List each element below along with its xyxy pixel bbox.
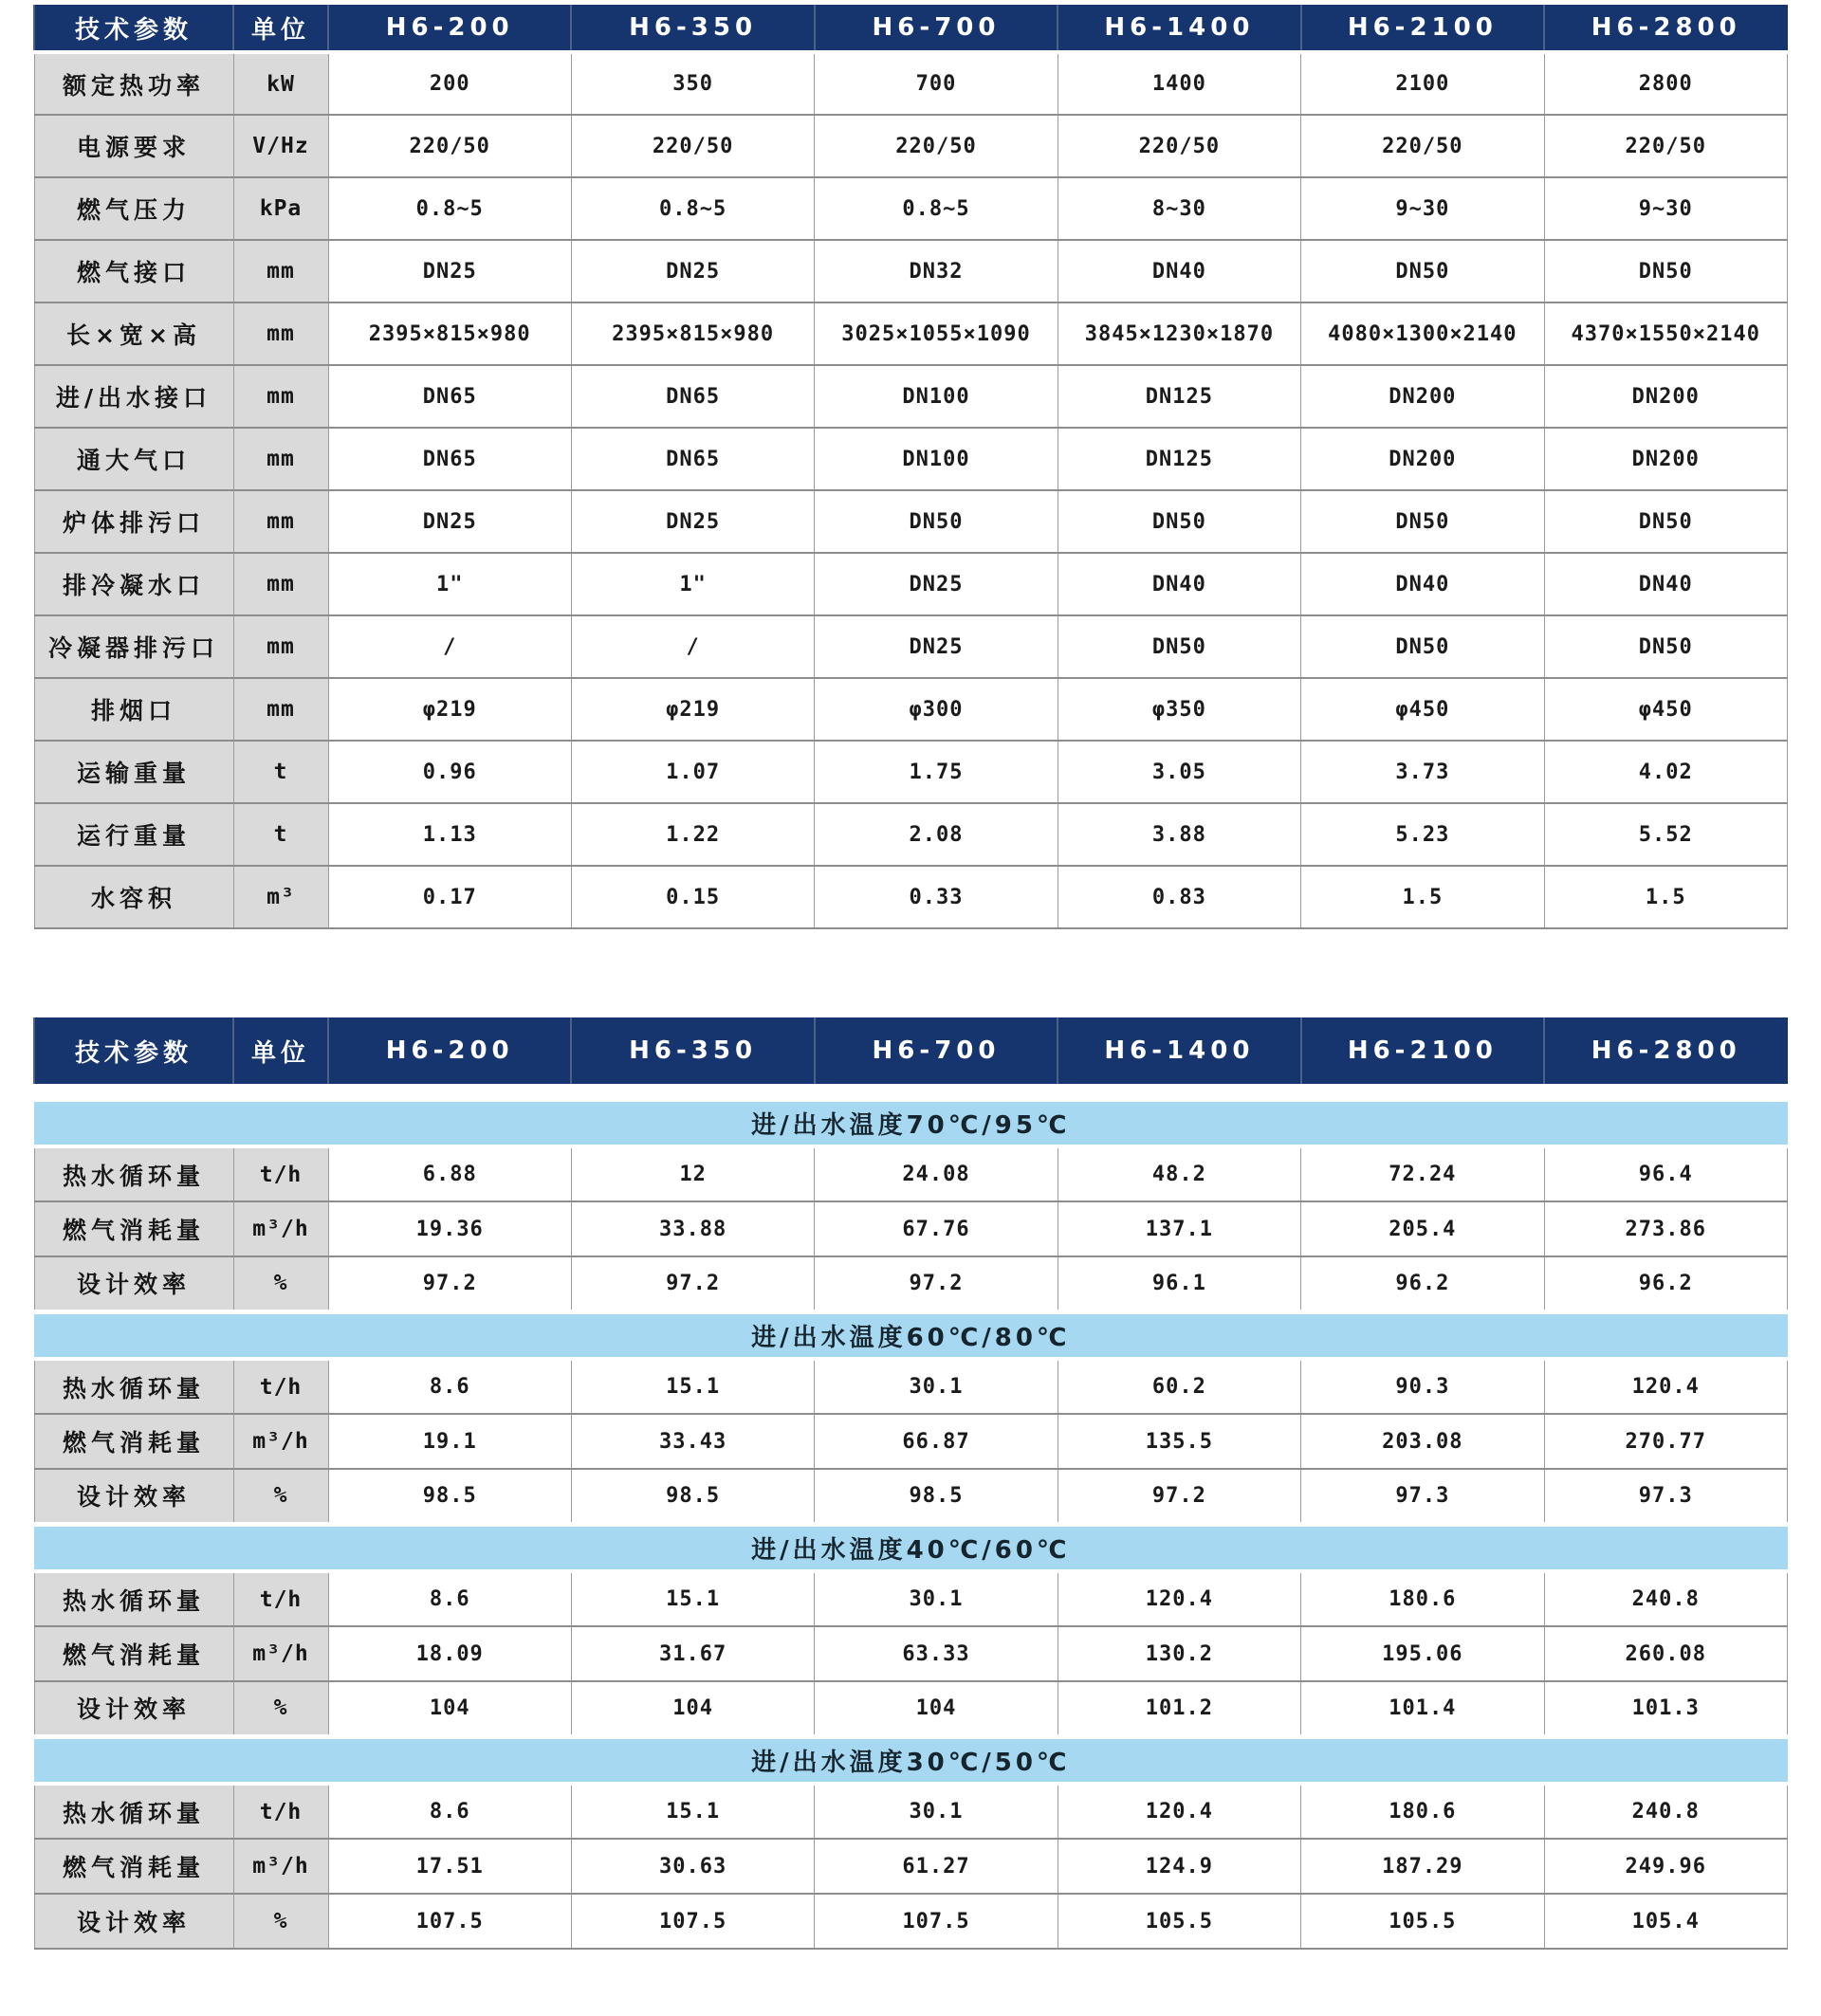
value-cell: φ450 <box>1301 678 1544 741</box>
value-cell: 350 <box>571 52 814 115</box>
row-unit: mm <box>233 615 328 678</box>
value-cell: DN50 <box>1301 490 1544 553</box>
value-cell: 135.5 <box>1058 1414 1300 1469</box>
temperature-section <box>34 1311 1788 1524</box>
value-cell: 1.13 <box>328 803 571 866</box>
row-unit: m³/h <box>233 1839 328 1894</box>
value-cell: DN50 <box>815 490 1058 553</box>
value-cell: DN25 <box>815 615 1058 678</box>
row-unit: t/h <box>233 1359 328 1414</box>
value-cell: 98.5 <box>571 1469 814 1524</box>
value-cell: 0.8~5 <box>328 177 571 240</box>
row-unit: kPa <box>233 177 328 240</box>
value-cell: 205.4 <box>1301 1201 1544 1256</box>
value-cell: 97.2 <box>328 1256 571 1311</box>
value-cell: 30.1 <box>815 1571 1058 1626</box>
value-cell: 4080×1300×2140 <box>1301 302 1544 365</box>
row-label: 运输重量 <box>34 741 233 803</box>
value-cell: DN50 <box>1058 490 1300 553</box>
value-cell: DN25 <box>571 240 814 302</box>
row-label: 电源要求 <box>34 115 233 177</box>
value-cell: 9~30 <box>1544 177 1787 240</box>
value-cell: 249.96 <box>1544 1839 1787 1894</box>
spec-row <box>34 428 1788 490</box>
row-unit: mm <box>233 678 328 741</box>
value-cell: 101.4 <box>1301 1681 1544 1736</box>
value-cell: 240.8 <box>1544 1571 1787 1626</box>
value-cell: 67.76 <box>815 1201 1058 1256</box>
value-cell: 101.3 <box>1544 1681 1787 1736</box>
column-header: H6-350 <box>571 5 814 52</box>
value-cell: 72.24 <box>1301 1146 1544 1201</box>
spec-row <box>34 365 1788 428</box>
value-cell: DN50 <box>1544 615 1787 678</box>
value-cell: 220/50 <box>328 115 571 177</box>
value-cell: 96.2 <box>1544 1256 1787 1311</box>
value-cell: 104 <box>815 1681 1058 1736</box>
value-cell: 15.1 <box>571 1784 814 1839</box>
value-cell: 120.4 <box>1058 1571 1300 1626</box>
value-cell: DN65 <box>328 365 571 428</box>
column-header: H6-200 <box>328 5 571 52</box>
perf-row <box>34 1414 1788 1469</box>
band-row <box>34 1099 1788 1146</box>
value-cell: DN200 <box>1301 428 1544 490</box>
value-cell: DN40 <box>1058 240 1300 302</box>
value-cell: 270.77 <box>1544 1414 1787 1469</box>
value-cell: 96.1 <box>1058 1256 1300 1311</box>
row-label: 热水循环量 <box>34 1146 233 1201</box>
row-unit: V/Hz <box>233 115 328 177</box>
value-cell: 220/50 <box>1544 115 1787 177</box>
value-cell: 195.06 <box>1301 1626 1544 1681</box>
value-cell: φ219 <box>328 678 571 741</box>
spec-row <box>34 741 1788 803</box>
value-cell: 4370×1550×2140 <box>1544 302 1787 365</box>
row-unit: mm <box>233 428 328 490</box>
value-cell: 30.1 <box>815 1784 1058 1839</box>
value-cell: 4.02 <box>1544 741 1787 803</box>
value-cell: 8.6 <box>328 1359 571 1414</box>
table1-header-row <box>34 5 1788 52</box>
perf-row <box>34 1469 1788 1524</box>
value-cell: / <box>328 615 571 678</box>
row-label: 运行重量 <box>34 803 233 866</box>
value-cell: 97.3 <box>1544 1469 1787 1524</box>
row-label: 进/出水接口 <box>34 365 233 428</box>
temperature-section <box>34 1099 1788 1311</box>
row-unit: % <box>233 1469 328 1524</box>
value-cell: 31.67 <box>571 1626 814 1681</box>
value-cell: 180.6 <box>1301 1571 1544 1626</box>
value-cell: 2395×815×980 <box>328 302 571 365</box>
value-cell: DN50 <box>1058 615 1300 678</box>
header-spacer <box>34 1086 1788 1099</box>
column-header: 技术参数 <box>34 1017 233 1086</box>
value-cell: DN40 <box>1301 553 1544 615</box>
perf-row <box>34 1784 1788 1839</box>
row-unit: t/h <box>233 1146 328 1201</box>
value-cell: DN40 <box>1058 553 1300 615</box>
value-cell: 1" <box>328 553 571 615</box>
value-cell: 120.4 <box>1058 1784 1300 1839</box>
column-header: H6-2800 <box>1544 5 1787 52</box>
value-cell: 0.15 <box>571 866 814 928</box>
spec-row <box>34 490 1788 553</box>
value-cell: 1.5 <box>1301 866 1544 928</box>
column-header: H6-1400 <box>1058 1017 1300 1086</box>
value-cell: DN50 <box>1544 490 1787 553</box>
row-unit: t <box>233 803 328 866</box>
value-cell: 3.73 <box>1301 741 1544 803</box>
band-row <box>34 1524 1788 1571</box>
row-unit: mm <box>233 365 328 428</box>
value-cell: 260.08 <box>1544 1626 1787 1681</box>
row-label: 水容积 <box>34 866 233 928</box>
row-unit: mm <box>233 302 328 365</box>
band-row <box>34 1311 1788 1359</box>
spec-row <box>34 803 1788 866</box>
spacer-cell <box>34 1086 1788 1099</box>
value-cell: 97.2 <box>1058 1469 1300 1524</box>
temperature-band: 进/出水温度70℃/95℃ <box>34 1099 1788 1146</box>
value-cell: 1.5 <box>1544 866 1787 928</box>
spec-row <box>34 553 1788 615</box>
temperature-band: 进/出水温度30℃/50℃ <box>34 1736 1788 1784</box>
value-cell: DN40 <box>1544 553 1787 615</box>
value-cell: DN125 <box>1058 428 1300 490</box>
row-label: 炉体排污口 <box>34 490 233 553</box>
value-cell: 105.4 <box>1544 1894 1787 1949</box>
value-cell: 2.08 <box>815 803 1058 866</box>
value-cell: DN65 <box>571 365 814 428</box>
row-unit: m³/h <box>233 1414 328 1469</box>
value-cell: 97.2 <box>571 1256 814 1311</box>
value-cell: 30.1 <box>815 1359 1058 1414</box>
value-cell: 98.5 <box>815 1469 1058 1524</box>
value-cell: 63.33 <box>815 1626 1058 1681</box>
value-cell: 98.5 <box>328 1469 571 1524</box>
temperature-band: 进/出水温度60℃/80℃ <box>34 1311 1788 1359</box>
value-cell: DN200 <box>1544 365 1787 428</box>
spec-row <box>34 302 1788 365</box>
row-label: 冷凝器排污口 <box>34 615 233 678</box>
spec-row <box>34 615 1788 678</box>
perf-row <box>34 1626 1788 1681</box>
value-cell: 124.9 <box>1058 1839 1300 1894</box>
column-header: H6-350 <box>571 1017 814 1086</box>
row-label: 排冷凝水口 <box>34 553 233 615</box>
perf-row <box>34 1681 1788 1736</box>
value-cell: 19.36 <box>328 1201 571 1256</box>
value-cell: 3.88 <box>1058 803 1300 866</box>
value-cell: / <box>571 615 814 678</box>
temperature-section <box>34 1736 1788 1949</box>
value-cell: 8.6 <box>328 1571 571 1626</box>
value-cell: 97.3 <box>1301 1469 1544 1524</box>
row-label: 热水循环量 <box>34 1571 233 1626</box>
column-header: H6-200 <box>328 1017 571 1086</box>
row-unit: mm <box>233 240 328 302</box>
row-unit: kW <box>233 52 328 115</box>
value-cell: 30.63 <box>571 1839 814 1894</box>
value-cell: 5.23 <box>1301 803 1544 866</box>
value-cell: 2100 <box>1301 52 1544 115</box>
value-cell: 105.5 <box>1301 1894 1544 1949</box>
row-unit: t <box>233 741 328 803</box>
temperature-band: 进/出水温度40℃/60℃ <box>34 1524 1788 1571</box>
value-cell: 104 <box>571 1681 814 1736</box>
value-cell: 101.2 <box>1058 1681 1300 1736</box>
performance-parameters-table <box>33 1017 1788 1950</box>
column-header: H6-700 <box>815 1017 1058 1086</box>
value-cell: 19.1 <box>328 1414 571 1469</box>
column-header: H6-2800 <box>1544 1017 1787 1086</box>
column-header: H6-1400 <box>1058 5 1300 52</box>
value-cell: DN50 <box>1301 615 1544 678</box>
value-cell: 12 <box>571 1146 814 1201</box>
value-cell: DN50 <box>1301 240 1544 302</box>
value-cell: 200 <box>328 52 571 115</box>
value-cell: 105.5 <box>1058 1894 1300 1949</box>
perf-row <box>34 1256 1788 1311</box>
value-cell: 5.52 <box>1544 803 1787 866</box>
value-cell: 203.08 <box>1301 1414 1544 1469</box>
spec-row <box>34 52 1788 115</box>
row-unit: mm <box>233 553 328 615</box>
value-cell: 0.8~5 <box>815 177 1058 240</box>
column-header: H6-2100 <box>1301 1017 1544 1086</box>
value-cell: φ219 <box>571 678 814 741</box>
value-cell: DN65 <box>571 428 814 490</box>
value-cell: 3.05 <box>1058 741 1300 803</box>
value-cell: 96.4 <box>1544 1146 1787 1201</box>
value-cell: DN25 <box>328 240 571 302</box>
value-cell: 120.4 <box>1544 1359 1787 1414</box>
perf-row <box>34 1146 1788 1201</box>
value-cell: 15.1 <box>571 1359 814 1414</box>
perf-row <box>34 1894 1788 1949</box>
row-label: 燃气消耗量 <box>34 1414 233 1469</box>
value-cell: 90.3 <box>1301 1359 1544 1414</box>
value-cell: DN25 <box>328 490 571 553</box>
row-label: 设计效率 <box>34 1256 233 1311</box>
value-cell: 3025×1055×1090 <box>815 302 1058 365</box>
value-cell: 107.5 <box>815 1894 1058 1949</box>
value-cell: 33.43 <box>571 1414 814 1469</box>
row-unit: m³ <box>233 866 328 928</box>
value-cell: 187.29 <box>1301 1839 1544 1894</box>
value-cell: 220/50 <box>571 115 814 177</box>
value-cell: 1.75 <box>815 741 1058 803</box>
row-label: 热水循环量 <box>34 1359 233 1414</box>
column-header: 单位 <box>233 5 328 52</box>
value-cell: 0.17 <box>328 866 571 928</box>
value-cell: 1.22 <box>571 803 814 866</box>
value-cell: 130.2 <box>1058 1626 1300 1681</box>
value-cell: DN32 <box>815 240 1058 302</box>
value-cell: φ350 <box>1058 678 1300 741</box>
spec-row <box>34 866 1788 928</box>
value-cell: 9~30 <box>1301 177 1544 240</box>
row-unit: t/h <box>233 1784 328 1839</box>
value-cell: 0.8~5 <box>571 177 814 240</box>
row-unit: m³/h <box>233 1201 328 1256</box>
perf-row <box>34 1201 1788 1256</box>
row-label: 燃气消耗量 <box>34 1626 233 1681</box>
value-cell: DN25 <box>815 553 1058 615</box>
value-cell: 33.88 <box>571 1201 814 1256</box>
value-cell: DN200 <box>1544 428 1787 490</box>
row-label: 热水循环量 <box>34 1784 233 1839</box>
value-cell: 107.5 <box>571 1894 814 1949</box>
value-cell: 220/50 <box>1058 115 1300 177</box>
value-cell: 2800 <box>1544 52 1787 115</box>
spec-row <box>34 177 1788 240</box>
row-unit: mm <box>233 490 328 553</box>
band-row <box>34 1736 1788 1784</box>
row-label: 燃气压力 <box>34 177 233 240</box>
value-cell: 107.5 <box>328 1894 571 1949</box>
table2-header-row <box>34 1017 1788 1086</box>
table1-body <box>34 52 1788 928</box>
value-cell: DN100 <box>815 365 1058 428</box>
value-cell: 8.6 <box>328 1784 571 1839</box>
perf-row <box>34 1571 1788 1626</box>
value-cell: DN100 <box>815 428 1058 490</box>
row-unit: m³/h <box>233 1626 328 1681</box>
value-cell: DN25 <box>571 490 814 553</box>
value-cell: 17.51 <box>328 1839 571 1894</box>
value-cell: 60.2 <box>1058 1359 1300 1414</box>
value-cell: 15.1 <box>571 1571 814 1626</box>
value-cell: φ300 <box>815 678 1058 741</box>
row-unit: % <box>233 1681 328 1736</box>
column-header: 技术参数 <box>34 5 233 52</box>
value-cell: 240.8 <box>1544 1784 1787 1839</box>
row-unit: % <box>233 1256 328 1311</box>
row-label: 设计效率 <box>34 1681 233 1736</box>
temperature-section <box>34 1524 1788 1736</box>
spec-row <box>34 115 1788 177</box>
value-cell: 137.1 <box>1058 1201 1300 1256</box>
value-cell: 0.33 <box>815 866 1058 928</box>
row-label: 排烟口 <box>34 678 233 741</box>
value-cell: 104 <box>328 1681 571 1736</box>
value-cell: 273.86 <box>1544 1201 1787 1256</box>
value-cell: DN200 <box>1301 365 1544 428</box>
row-label: 通大气口 <box>34 428 233 490</box>
column-header: 单位 <box>233 1017 328 1086</box>
row-label: 长×宽×高 <box>34 302 233 365</box>
row-label: 设计效率 <box>34 1894 233 1949</box>
value-cell: 0.83 <box>1058 866 1300 928</box>
value-cell: 48.2 <box>1058 1146 1300 1201</box>
value-cell: 180.6 <box>1301 1784 1544 1839</box>
row-label: 燃气消耗量 <box>34 1839 233 1894</box>
row-label: 燃气接口 <box>34 240 233 302</box>
row-label: 额定热功率 <box>34 52 233 115</box>
value-cell: 1" <box>571 553 814 615</box>
value-cell: 18.09 <box>328 1626 571 1681</box>
value-cell: 2395×815×980 <box>571 302 814 365</box>
value-cell: DN65 <box>328 428 571 490</box>
row-unit: % <box>233 1894 328 1949</box>
spec-row <box>34 678 1788 741</box>
value-cell: 0.96 <box>328 741 571 803</box>
perf-row <box>34 1359 1788 1414</box>
column-header: H6-700 <box>815 5 1058 52</box>
value-cell: 6.88 <box>328 1146 571 1201</box>
value-cell: 61.27 <box>815 1839 1058 1894</box>
row-label: 设计效率 <box>34 1469 233 1524</box>
value-cell: 24.08 <box>815 1146 1058 1201</box>
value-cell: DN50 <box>1544 240 1787 302</box>
perf-row <box>34 1839 1788 1894</box>
column-header: H6-2100 <box>1301 5 1544 52</box>
value-cell: 220/50 <box>1301 115 1544 177</box>
value-cell: 8~30 <box>1058 177 1300 240</box>
row-label: 燃气消耗量 <box>34 1201 233 1256</box>
value-cell: DN125 <box>1058 365 1300 428</box>
spec-row <box>34 240 1788 302</box>
value-cell: 1.07 <box>571 741 814 803</box>
value-cell: 700 <box>815 52 1058 115</box>
technical-parameters-table <box>33 5 1788 929</box>
value-cell: 97.2 <box>815 1256 1058 1311</box>
value-cell: 66.87 <box>815 1414 1058 1469</box>
value-cell: 3845×1230×1870 <box>1058 302 1300 365</box>
value-cell: φ450 <box>1544 678 1787 741</box>
value-cell: 96.2 <box>1301 1256 1544 1311</box>
value-cell: 1400 <box>1058 52 1300 115</box>
value-cell: 220/50 <box>815 115 1058 177</box>
row-unit: t/h <box>233 1571 328 1626</box>
